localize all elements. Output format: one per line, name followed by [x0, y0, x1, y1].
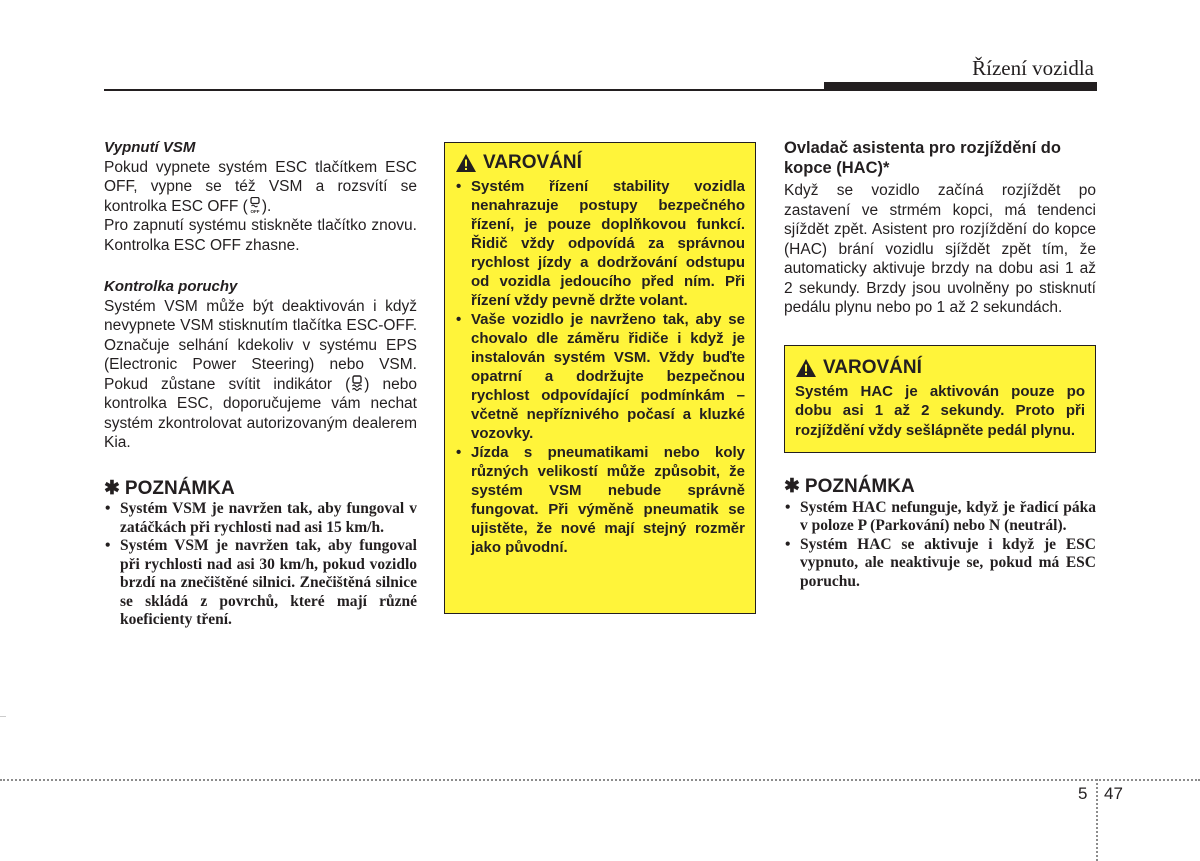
vsm-off-paragraph-2: Pro zapnutí systému stiskněte tlačítko znovu. Kontrolka ESC OFF zhasne.: [104, 217, 417, 254]
esc-off-indicator-icon: [248, 197, 262, 214]
warning-title: VAROVÁNÍ: [483, 152, 582, 174]
asterisk-icon: ✱: [784, 476, 800, 497]
warning-item: • Systém řízení stability vozidla nenahrazuje postupy bezpečného řízení, je pouze doplňkovou funkcí. Řidič vždy odpovídá za správnou rychlost jízdy a dodržování odstupu od vozidla jedoucího před ním. Při řízení vždy pevně držte volant.: [455, 177, 745, 310]
asterisk-icon: ✱: [104, 477, 120, 499]
left-column: [104, 138, 417, 630]
page-number: 47: [1104, 784, 1123, 803]
hac-warning-box: [784, 345, 1096, 454]
margin-tick: [0, 716, 6, 717]
note-item: • Systém HAC nefunguje, když je řadicí páka v poloze P (Parkování) nebo N (neutrál).: [784, 499, 1096, 536]
note-item: • Systém HAC se aktivuje i když je ESC vypnuto, ale neaktivuje se, pokud má ESC poruchu.: [784, 536, 1096, 592]
warning-triangle-icon: [455, 153, 477, 173]
warning-list: [455, 177, 745, 557]
warning-heading: [455, 153, 745, 173]
note-title: POZNÁMKA: [124, 477, 235, 499]
warning-item: • Vaše vozidlo je navrženo tak, aby se chovalo dle záměru řidiče i když je instalován systém VSM. Vždy buďte opatrní a dodržujte bezpečnou rychlost odpovídající podmínkám – včetně nepříznivého počasí a kluzké vozovky.: [455, 310, 745, 443]
fault-text-start: Systém VSM může být deaktivován i když nevypnete VSM stisknutím tlačítka ESC-OFF. Označuje selhání kdekoliv v systému EPS (Electronic Power Steering) nebo VSM. Pokud zůstane svítit indikátor (: [104, 297, 417, 393]
hac-note-heading: [784, 477, 1096, 497]
hac-paragraph: Když se vozidlo začíná rozjíždět po zastavení ve strmém kopci, má tendenci sjíždět zpět. Asistent pro rozjíždění do kopce (HAC) brání vozidlu sjíždět zpět tím, že automaticky aktivuje brzdy na dobu asi 1 až 2 sekundy. Brzdy jsou uvolněny po stisknutí pedálu plynu nebo po 1 až 2 sekundách.: [784, 182, 1096, 316]
esc-indicator-icon: [350, 375, 364, 392]
footer-dotted-rule: [0, 779, 1200, 781]
header-rule: [104, 89, 1097, 91]
note-item: • Systém VSM je navržen tak, aby fungoval v zatáčkách při rychlosti nad asi 15 km/h.: [104, 500, 417, 537]
hac-warning-heading: [795, 358, 1085, 378]
hac-warning-text: Systém HAC je aktivován pouze po dobu asi 1 až 2 sekundy. Proto při rozjíždění vždy sešlápněte pedál plynu.: [795, 382, 1085, 439]
vsm-off-text-end: ).: [261, 197, 272, 215]
vsm-off-heading: Vypnutí VSM: [104, 139, 196, 156]
note-item: • Systém VSM je navržen tak, aby fungoval při rychlosti nad asi 30 km/h, pokud vozidlo brzdí na znečištěné silnici. Znečištěná silnice se skládá z povrchů, které mají různé koeficienty tření.: [104, 537, 417, 630]
svg-text:OFF: OFF: [250, 208, 260, 214]
fault-text-end: ) nebo kontrolka ESC, doporučujeme vám nechat systém zkontrolovat autorizovaným dealerem Kia.: [104, 375, 417, 451]
running-header-title: Řízení vozidla: [972, 56, 1094, 80]
fault-indicator-paragraph: [104, 297, 417, 453]
vsm-off-text-start: Pokud vypnete systém ESC tlačítkem ESC OFF, vypne se též VSM a rozsvítí se kontrolka ESC OFF (: [104, 158, 417, 215]
hac-note-title: POZNÁMKA: [804, 476, 915, 497]
warning-triangle-icon: [795, 358, 817, 378]
fault-indicator-heading: Kontrolka poruchy: [104, 278, 238, 295]
warning-item: • Jízda s pneumatikami nebo koly různých velikostí může způsobit, že systém VSM nebude správně fungovat. Při výměně pneumatik se ujistěte, že nové mají stejný rozměr jako původní.: [455, 443, 745, 557]
chapter-number: 5: [1078, 784, 1088, 803]
note-heading: [104, 479, 417, 499]
hac-note-list: [784, 499, 1096, 592]
middle-column: [444, 142, 756, 614]
note-list: [104, 500, 417, 630]
page-number-separator: [1096, 779, 1098, 861]
hac-heading: Ovladač asistenta pro rozjíždění do kopce (HAC)*: [784, 139, 1061, 177]
vsm-off-paragraph-1: [104, 158, 417, 217]
right-column: [784, 138, 1096, 591]
warning-box: [444, 142, 756, 614]
hac-warning-title: VAROVÁNÍ: [823, 356, 922, 378]
